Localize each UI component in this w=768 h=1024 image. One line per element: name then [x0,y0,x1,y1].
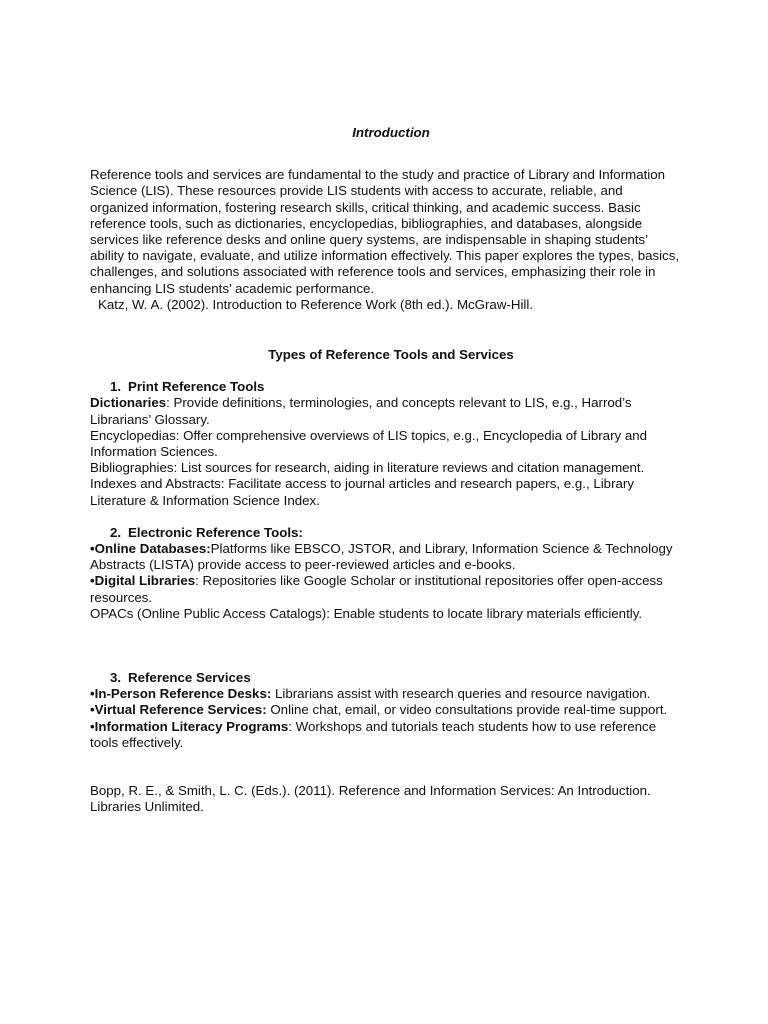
item-opacs: OPACs (Online Public Access Catalogs): Enable students to locate library materials efficiently. [90,605,643,621]
item-info-literacy [90,719,680,751]
intro-paragraph: Reference tools and services are fundamental to the study and practice of Library and Information Science (LIS). These resources provide LIS students with access to accurate, reliable, and organized information, fostering research skills, critical thinking, and academic success. Basic reference tools, such as dictionaries, encyclopedias, bibliographies, and databases, alongside services like reference desks and online query systems, are indispensable in shaping students’ ability to navigate, evaluate, and utilize information effectively. This paper explores the types, basics, challenges, and solutions associated with reference tools and services, emphasizing their role in enhancing LIS students’ academic performance. [90,167,680,296]
item-digital-libraries [90,573,680,605]
text-dictionaries: : Provide definitions, terminologies, and concepts relevant to LIS, e.g., Harrod’s Librarians’ Glossary. [90,395,632,427]
term-digital-libraries: •Digital Libraries [90,573,196,589]
item-dictionaries [90,395,680,427]
term-reference-desks: •In-Person Reference Desks: [90,686,272,702]
subheading-number: 2. [110,524,122,540]
subheading-electronic [90,525,680,541]
term-online-databases: •Online Databases: [90,541,211,557]
item-online-databases [90,541,680,573]
item-indexes: Indexes and Abstracts: Facilitate access to journal articles and research papers, e.g., Library Literature & Information Science Index. [90,476,634,508]
item-bibliographies: Bibliographies: List sources for research, aiding in literature reviews and citation management. [90,460,645,476]
subheading-label: Electronic Reference Tools: [128,524,303,540]
subheading-number: 3. [110,670,122,686]
section-heading-types: Types of Reference Tools and Services [268,347,514,363]
subheading-label: Reference Services [128,670,251,686]
text-info-literacy: : Workshops and tutorials teach students how to use reference tools effectively. [90,718,657,750]
term-virtual-reference: •Virtual Reference Services: [90,702,267,718]
term-info-literacy: •Information Literacy Programs [90,718,289,734]
item-encyclopedias: Encyclopedias: Offer comprehensive overviews of LIS topics, e.g., Encyclopedia of Library and Information Sciences. [90,427,648,460]
citation-bopp-smith: Bopp, R. E., & Smith, L. C. (Eds.). (2011). Reference and Information Services: An Introduction. Libraries Unlimited. [90,783,651,815]
item-virtual-reference [90,702,680,718]
term-dictionaries: Dictionaries [90,395,167,411]
subheading-label: Print Reference Tools [128,379,265,395]
text-virtual-reference: Online chat, email, or video consultations provide real-time support. [266,702,668,718]
page-title: Introduction [352,125,430,140]
document-page [90,125,680,816]
subheading-number: 1. [110,379,122,395]
text-reference-desks: Librarians assist with research queries and resource navigation. [271,686,651,702]
citation-katz: Katz, W. A. (2002). Introduction to Reference Work (8th ed.). McGraw-Hill. [98,296,534,312]
text-online-databases: Platforms like EBSCO, JSTOR, and Library, Information Science & Technology Abstracts (LISTA) provide access to peer-reviewed articles and e-books. [90,541,673,573]
subheading-services [90,670,680,686]
item-reference-desks [90,686,680,702]
subheading-print [90,379,680,395]
text-digital-libraries: : Repositories like Google Scholar or institutional repositories offer open-access resources. [90,573,663,605]
